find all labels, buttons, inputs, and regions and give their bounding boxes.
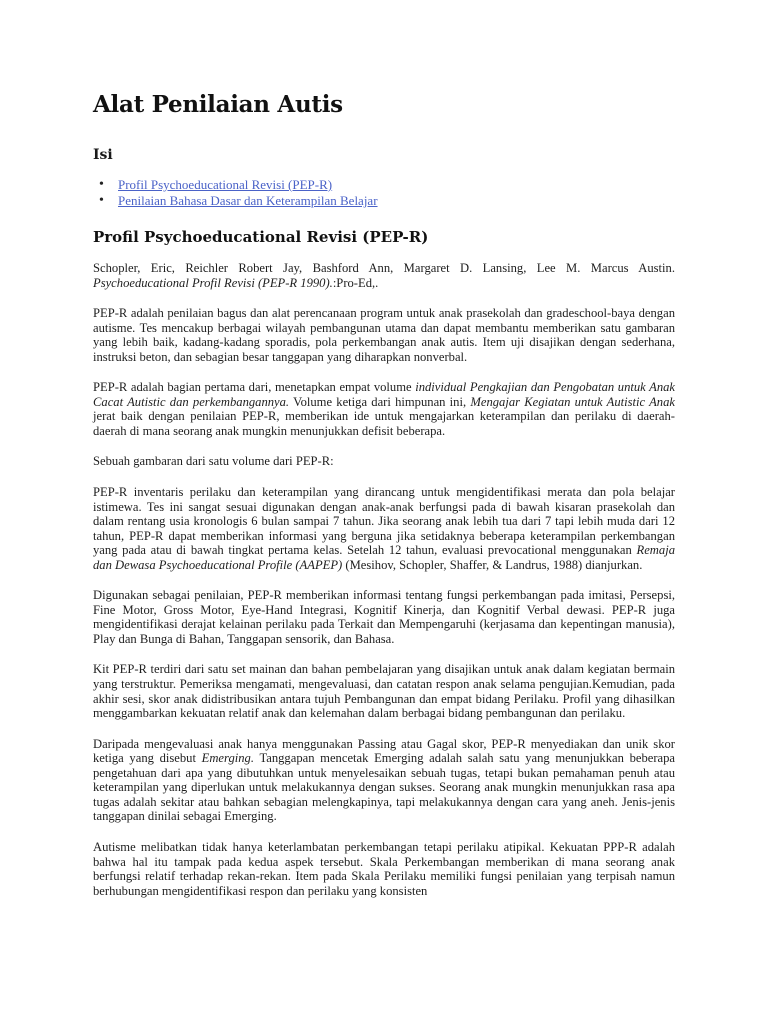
citation-publisher: :Pro-Ed,. — [332, 275, 379, 290]
toc-item — [118, 177, 675, 193]
paragraph-5: Digunakan sebagai penilaian, PEP-R memberikan informasi tentang fungsi perkembangan pada imitasi, Persepsi, Fine Motor, Gross Motor, Eye-Hand Integrasi, Kognitif Kinerja, dan Kognitif Verbal dewasi. PEP-R juga mengidentifikasi derajat kelainan perilaku pada Terkait dan Mempengaruhi (kerjasama dan kepentingan manusia), Play dan Bunga di Bahan, Tanggapan sensorik, dan Bahasa. — [93, 588, 675, 646]
paragraph-text: (Mesihov, Schopler, Shaffer, & Landrus, 1988) dianjurkan. — [342, 557, 643, 572]
toc-item — [118, 193, 675, 209]
paragraph-italic: Emerging. — [201, 751, 254, 766]
toc-link-bahasa-dasar[interactable]: Penilaian Bahasa Dasar dan Keterampilan Belajar — [118, 193, 378, 208]
paragraph-4 — [93, 485, 675, 572]
citation-paragraph — [93, 261, 675, 290]
section-heading: Profil Psychoeducational Revisi (PEP-R) — [93, 228, 429, 246]
paragraph-text: Volume ketiga dari himpunan ini, — [289, 394, 471, 409]
paragraph-6: Kit PEP-R terdiri dari satu set mainan dan bahan pembelajaran yang disajikan untuk anak dalam kegiatan bermain yang terstruktur. Pemeriksa mengamati, mengevaluasi, dan catatan respon anak selama pengujian.Kemudian, pada akhir sesi, skor anak didistribusikan antara tujuh Pembangunan dan empat bidang Perilaku. Profil yang dihasilkan menggambarkan kekuatan relatif anak dan kelemahan dalam berbagai bidang pembangunan dan perilaku. — [93, 662, 675, 721]
paragraph-text: Daripada mengevaluasi anak hanya menggunakan Passing atau Gagal skor, PEP-R menyediakan dan unik skor ketiga yang disebut — [93, 736, 675, 766]
page-title: Alat Penilaian Autis — [93, 91, 343, 118]
citation-authors: Schopler, Eric, Reichler Robert Jay, Bashford Ann, Margaret D. Lansing, Lee M. Marcus Austin. — [93, 261, 675, 275]
paragraph-2 — [93, 380, 675, 438]
toc-link-pep-r[interactable]: Profil Psychoeducational Revisi (PEP-R) — [118, 177, 333, 192]
paragraph-text: PEP-R inventaris perilaku dan keterampilan yang dirancang untuk mengidentifikasi merata dan pola belajar istimewa. Tes ini sangat sesuai digunakan dengan anak-anak berfungsi pada di bawah kisaran prasekolah dan dalam rentang usia kronologis 6 bulan sampai 7 tahun. Jika seorang anak lebih tua dari 7 tapi lebih muda dari 12 tahun, PEP-R dapat memberikan informasi yang berguna jika setidaknya beberapa keterampilan perkembangan yang pada atau di bawah tingkat pertama kelas. Setelah 12 tahun, evaluasi prevocational menggunakan — [93, 485, 675, 558]
paragraph-text: PEP-R adalah bagian pertama dari, menetapkan empat volume — [93, 380, 416, 395]
toc-heading: Isi — [93, 147, 113, 163]
paragraph-1: PEP-R adalah penilaian bagus dan alat perencanaan program untuk anak prasekolah dan gradeschool-baya dengan autisme. Tes mencakup berbagai wilayah pembangunan utama dan dapat membantu memberikan satu gambaran yang lebih baik, kadang-kadang sporadis, pola perkembangan anak autis. Item uji disajikan dengan sederhana, instruksi beton, dan sebagian besar tanggapan yang diharapkan nonverbal. — [93, 306, 675, 364]
table-of-contents — [93, 177, 675, 209]
paragraph-italic: individual Pengkajian dan Pengobatan untuk Anak Cacat Autistic dan perkembangannya. — [93, 380, 676, 409]
paragraph-7 — [93, 737, 675, 824]
citation-work: Psychoeducational Profil Revisi (PEP-R 1990). — [93, 275, 333, 290]
paragraph-text: jerat baik dengan penilaian PEP-R, memberikan ide untuk mengajarkan keterampilan dan perilaku di daerah-daerah di mana seorang anak mungkin menunjukkan defisit beberapa. — [93, 409, 675, 438]
paragraph-text: Tanggapan mencetak Emerging adalah salah satu yang menunjukkan beberapa pengetahuan dari apa yang dibutuhkan untuk menyelesaikan sebuah tugas, tetapi bukan pemahaman penuh atau keterampilan yang diperlukan untuk melakukannya dengan sukses. Seorang anak mungkin menunjukkan rasa apa tugas adalah sekitar atau bahkan sebagian melengkapinya, tapi melakukannya dengan cara yang aneh. Jenis-jenis tanggapan dinilai sebagai Emerging. — [93, 751, 676, 824]
document-body — [93, 90, 675, 898]
paragraph-italic: Mengajar Kegiatan untuk Autistic Anak — [470, 394, 675, 409]
paragraph-3: Sebuah gambaran dari satu volume dari PEP-R: — [93, 454, 334, 469]
paragraph-8: Autisme melibatkan tidak hanya keterlambatan perkembangan tetapi perilaku atipikal. Kekuatan PPP-R adalah bahwa hal itu tampak pada kedua aspek tersebut. Skala Perkembangan memberikan di mana seorang anak berfungsi relatif terhadap rekan-rekan. Item pada Skala Perilaku memiliki fungsi penilaian yang terpisah namun berhubungan mengidentifikasi respon dan perilaku yang konsisten — [93, 839, 675, 898]
paragraph-italic: Remaja dan Dewasa Psychoeducational Profile (AAPEP) — [93, 543, 675, 572]
